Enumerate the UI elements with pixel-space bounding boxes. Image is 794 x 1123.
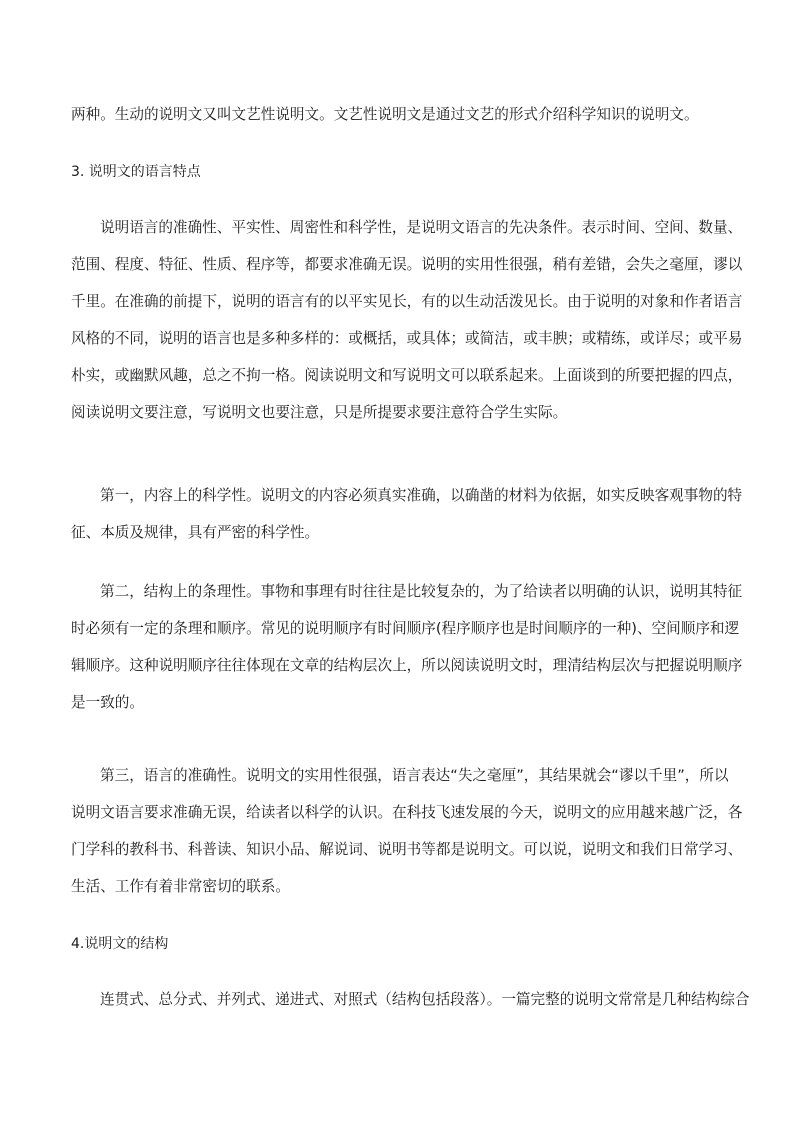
paragraph-line: 生活、工作有着非常密切的联系。 [71,878,290,895]
paragraph-line: 阅读说明文要注意，写说明文也要注意，只是所提要求要注意符合学生实际。 [71,404,568,421]
intro-tail-text: 两种。生动的说明文又叫文艺性说明文。文艺性说明文是通过文艺的形式介绍科学知识的说明文。 [71,106,699,123]
paragraph-line: 第二，结构上的条理性。事物和事理有时往往是比较复杂的，为了给读者以明确的认识，说明其特征 [100,583,743,600]
paragraph-line: 连贯式、总分式、并列式、递进式、对照式（结构包括段落）。一篇完整的说明文常常是几种结构综合 [100,991,750,1008]
paragraph-line: 征、本质及规律，具有严密的科学性。 [71,524,320,541]
paragraph-line: 千里。在准确的前提下，说明的语言有的以平实见长，有的以生动活泼见长。由于说明的对象和作者语言 [71,293,743,310]
paragraph-line: 范围、程度、特征、性质、程序等，都要求准确无误。说明的实用性很强，稍有差错，会失之毫厘，谬以 [71,256,743,273]
paragraph-line: 朴实，或幽默风趣，总之不拘一格。阅读说明文和写说明文可以联系起来。上面谈到的所要把握的四点， [71,367,743,384]
paragraph-line: 门学科的教科书、科普读、知识小品、解说词、说明书等都是说明文。可以说，说明文和我们日常学习、 [71,841,743,858]
paragraph-line: 时必须有一定的条理和顺序。常见的说明顺序有时间顺序(程序顺序也是时间顺序的一种)、空间顺序和逻 [71,620,740,637]
section-4-heading: 4.说明文的结构 [71,936,169,952]
paragraph-line: 说明文语言要求准确无误，给读者以科学的认识。在科技飞速发展的今天，说明文的应用越来越广泛，各 [71,804,743,821]
paragraph-line: 第三，语言的准确性。说明文的实用性很强，语言表达“失之毫厘”，其结果就会“谬以千里”，所以 [100,767,729,784]
section-3-heading: 3. 说明文的语言特点 [71,164,201,180]
paragraph-line: 是一致的。 [71,694,144,711]
paragraph-line: 说明语言的准确性、平实性、周密性和科学性，是说明文语言的先决条件。表示时间、空间、数量、 [100,219,743,236]
paragraph-line: 第一，内容上的科学性。说明文的内容必须真实准确，以确凿的材料为依据，如实反映客观事物的特 [100,487,743,504]
paragraph-line: 风格的不同，说明的语言也是多种多样的：或概括，或具体；或简洁，或丰腴；或精练，或详尽；或平易 [71,330,743,347]
paragraph-line: 辑顺序。这种说明顺序往往体现在文章的结构层次上，所以阅读说明文时，理清结构层次与把握说明顺序 [71,657,743,674]
